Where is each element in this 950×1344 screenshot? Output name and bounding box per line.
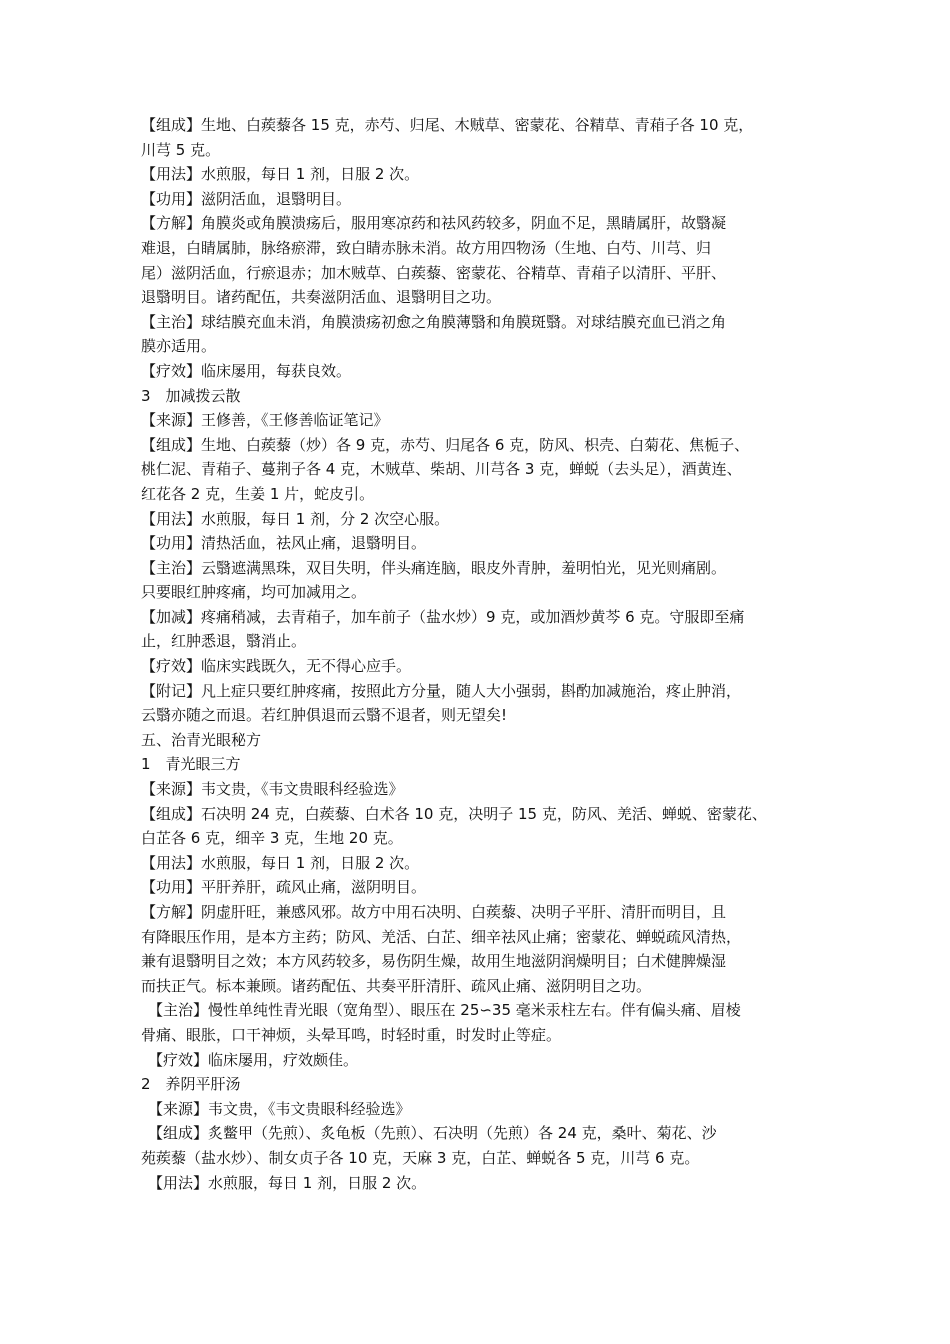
text-line: 【用法】水煎服，每日 1 剂，日服 2 次。 xyxy=(141,853,420,872)
text-line: 止，红肿悉退，翳消止。 xyxy=(141,632,307,651)
text-line: 【组成】炙鳖甲（先煎）、炙龟板（先煎）、石决明（先煎）各 24 克，桑叶、菊花、沙 xyxy=(148,1124,717,1143)
text-line: 【来源】韦文贵，《韦文贵眼科经验选》 xyxy=(148,1099,411,1118)
text-line: 【疗效】临床屡用，疗效颇佳。 xyxy=(148,1050,359,1069)
text-line: 兼有退翳明目之效；本方风药较多，易伤阴生燥，故用生地滋阴润燥明目；白术健脾燥湿 xyxy=(141,952,727,971)
text-line: 【主治】慢性单纯性青光眼（宽角型）、眼压在 25∽35 毫米汞柱左右。伴有偏头痛、眉棱 xyxy=(148,1001,741,1020)
text-line: 【用法】水煎服，每日 1 剂，日服 2 次。 xyxy=(148,1173,427,1192)
text-line: 白芷各 6 克，细辛 3 克，生地 20 克。 xyxy=(141,829,403,848)
section-heading: 3 加减拨云散 xyxy=(141,386,241,405)
text-line: 【组成】生地、白蒺藜（炒）各 9 克，赤芍、归尾各 6 克，防风、枳壳、白菊花、焦栀子、 xyxy=(141,435,750,454)
text-line: 【加减】疼痛稍减，去青葙子，加车前子（盐水炒）9 克，或加酒炒黄芩 6 克。守服即至痛 xyxy=(141,607,745,626)
text-line: 【疗效】临床实践既久，无不得心应手。 xyxy=(141,657,412,676)
text-line: 【组成】石决明 24 克，白蒺藜、白术各 10 克，决明子 15 克，防风、羌活、蝉蜕、密蒙花、 xyxy=(141,804,767,823)
text-line: 【组成】生地、白蒺藜各 15 克，赤芍、归尾、木贼草、密蒙花、谷精草、青葙子各 10 克， xyxy=(141,116,754,134)
text-line: 退翳明目。诸药配伍，共奏滋阴活血、退翳明目之功。 xyxy=(141,288,502,307)
text-line: 【方解】阴虚肝旺，兼感风邪。故方中用石决明、白蒺藜、决明子平肝、清肝而明目，且 xyxy=(141,903,727,921)
document-body xyxy=(141,113,831,1195)
text-line: 【来源】王修善，《王修善临证笔记》 xyxy=(141,411,389,430)
text-line: 膜亦适用。 xyxy=(141,337,217,356)
text-line: 【疗效】临床屡用，每获良效。 xyxy=(141,361,352,380)
text-line: 桃仁泥、青葙子、蔓荆子各 4 克，木贼草、柴胡、川芎各 3 克，蝉蜕（去头足），酒黄连、 xyxy=(141,460,742,479)
text-line: 【用法】水煎服，每日 1 剂，日服 2 次。 xyxy=(141,165,420,184)
chapter-heading: 五、治青光眼秘方 xyxy=(141,730,262,749)
text-line: 【主治】云翳遮满黑珠，双目失明，伴头痛连脑，眼皮外青肿，羞明怕光，见光则痛剧。 xyxy=(141,558,727,577)
text-line: 云翳亦随之而退。若红肿俱退而云翳不退者，则无望矣! xyxy=(141,706,508,725)
text-line: 只要眼红肿疼痛，均可加减用之。 xyxy=(141,583,367,602)
text-line: 尾）滋阴活血，行瘀退赤；加木贼草、白蒺藜、密蒙花、谷精草、青葙子以清肝、平肝、 xyxy=(141,263,727,282)
text-line: 红花各 2 克，生姜 1 片，蛇皮引。 xyxy=(141,484,375,503)
text-line: 【功用】平肝养肝，疏风止痛，滋阴明目。 xyxy=(141,878,427,897)
text-line: 【用法】水煎服，每日 1 剂，分 2 次空心服。 xyxy=(141,509,450,528)
text-line: 【方解】角膜炎或角膜溃疡后，服用寒凉药和祛风药较多，阴血不足，黑睛属肝，故翳凝 xyxy=(141,214,727,233)
text-line: 【功用】滋阴活血，退翳明目。 xyxy=(141,189,352,208)
text-line: 而扶正气。标本兼顾。诸药配伍、共奏平肝清肝、疏风止痛、滋阴明目之功。 xyxy=(141,976,652,995)
text-line: 骨痛、眼胀，口干神烦，头晕耳鸣，时轻时重，时发时止等症。 xyxy=(141,1025,562,1044)
text-line: 苑蒺藜（盐水炒）、制女贞子各 10 克，天麻 3 克，白芷、蝉蜕各 5 克，川芎 6 克。 xyxy=(141,1148,700,1167)
text-line: 【来源】韦文贵，《韦文贵眼科经验选》 xyxy=(141,780,404,799)
text-line: 难退，白睛属肺，脉络瘀滞，致白睛赤脉未消。故方用四物汤（生地、白芍、川芎、归 xyxy=(141,238,712,257)
text-line: 【功用】清热活血，祛风止痛，退翳明目。 xyxy=(141,534,427,553)
text-line: 【附记】凡上症只要红肿疼痛，按照此方分量，随人大小强弱，斟酌加减施治，疼止肿消， xyxy=(141,681,742,700)
section-heading: 2 养阴平肝汤 xyxy=(141,1075,241,1094)
text-line: 有降眼压作用，是本方主药；防风、羌活、白芷、细辛祛风止痛；密蒙花、蝉蜕疏风清热， xyxy=(141,927,742,946)
text-line: 川芎 5 克。 xyxy=(141,140,221,159)
section-heading: 1 青光眼三方 xyxy=(141,755,241,774)
text-line: 【主治】球结膜充血未消，角膜溃疡初愈之角膜薄翳和角膜斑翳。对球结膜充血已消之角 xyxy=(141,312,727,331)
